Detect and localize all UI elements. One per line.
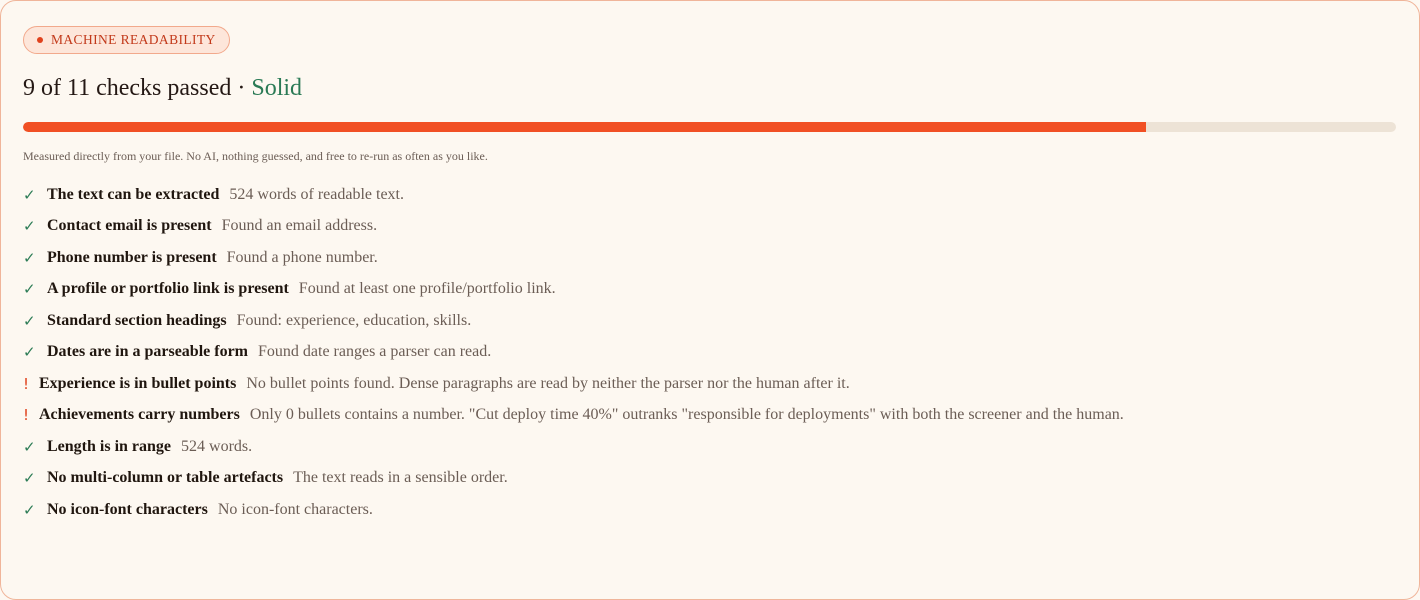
warning-icon: ! bbox=[23, 406, 30, 425]
badge-dot-icon bbox=[37, 37, 43, 43]
check-item bbox=[23, 368, 1124, 400]
check-item bbox=[23, 431, 1124, 463]
check-detail: Found date ranges a parser can read. bbox=[258, 343, 492, 361]
check-item bbox=[23, 242, 1124, 274]
measurement-note: Measured directly from your file. No AI, nothing guessed, and free to re-run as often as you like. bbox=[23, 149, 488, 163]
badge-label: MACHINE READABILITY bbox=[51, 32, 216, 47]
check-title: Dates are in a parseable form bbox=[47, 343, 248, 361]
score-progress-bar bbox=[23, 122, 1396, 132]
section-badge bbox=[23, 26, 230, 54]
check-icon: ✓ bbox=[23, 248, 36, 267]
check-detail: 524 words of readable text. bbox=[229, 185, 404, 203]
score-progress-fill bbox=[23, 122, 1146, 132]
check-detail: Found a phone number. bbox=[226, 248, 378, 266]
check-title: No icon-font characters bbox=[47, 500, 208, 518]
check-detail: Only 0 bullets contains a number. "Cut deploy time 40%" outranks "responsible for deployments" with both the screener and the human. bbox=[249, 406, 1124, 424]
check-item bbox=[23, 179, 1124, 211]
check-icon: ✓ bbox=[23, 437, 36, 456]
check-title: Experience is in bullet points bbox=[39, 374, 237, 392]
check-detail: No bullet points found. Dense paragraphs are read by neither the parser nor the human after it. bbox=[246, 374, 850, 392]
score-headline bbox=[23, 75, 302, 102]
check-title: Phone number is present bbox=[47, 248, 217, 266]
check-icon: ✓ bbox=[23, 343, 36, 362]
check-item bbox=[23, 494, 1124, 526]
warning-icon: ! bbox=[23, 374, 30, 393]
check-title: Achievements carry numbers bbox=[39, 406, 240, 424]
check-item bbox=[23, 337, 1124, 369]
check-detail: The text reads in a sensible order. bbox=[293, 469, 508, 487]
checks-summary: 9 of 11 checks passed · bbox=[23, 75, 252, 101]
check-title: Length is in range bbox=[47, 437, 172, 455]
check-title: No multi-column or table artefacts bbox=[47, 469, 284, 487]
check-icon: ✓ bbox=[23, 280, 36, 299]
check-title: The text can be extracted bbox=[47, 185, 220, 203]
check-item bbox=[23, 400, 1124, 432]
check-detail: No icon-font characters. bbox=[217, 500, 373, 518]
check-icon: ✓ bbox=[23, 469, 36, 488]
check-detail: Found at least one profile/portfolio link. bbox=[298, 280, 556, 298]
check-title: Contact email is present bbox=[47, 217, 212, 235]
check-detail: Found an email address. bbox=[221, 217, 378, 235]
check-item bbox=[23, 211, 1124, 243]
check-title: A profile or portfolio link is present bbox=[47, 280, 289, 298]
check-item bbox=[23, 305, 1124, 337]
check-icon: ✓ bbox=[23, 500, 36, 519]
check-icon: ✓ bbox=[23, 311, 36, 330]
check-icon: ✓ bbox=[23, 185, 36, 204]
verdict-label: Solid bbox=[251, 75, 303, 101]
checks-list bbox=[23, 179, 1124, 526]
check-title: Standard section headings bbox=[47, 311, 227, 329]
check-detail: 524 words. bbox=[181, 437, 253, 455]
check-icon: ✓ bbox=[23, 217, 36, 236]
check-item bbox=[23, 463, 1124, 495]
check-item bbox=[23, 274, 1124, 306]
check-detail: Found: experience, education, skills. bbox=[236, 311, 472, 329]
